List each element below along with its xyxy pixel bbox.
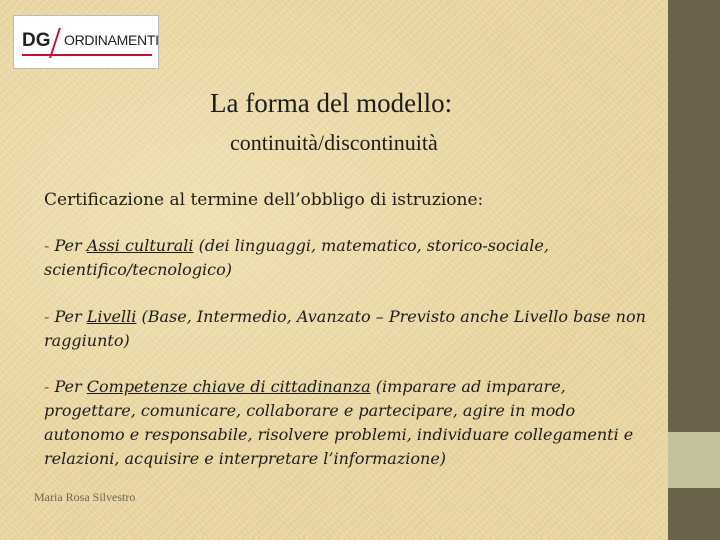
bullet-competenze-chiave [44,375,654,471]
dg-ordinamenti-logo [13,15,159,69]
bullet-keyword: Assi culturali [86,236,194,255]
side-bar-accent-block [668,432,720,488]
bullet-description: (imparare ad imparare, progettare, comunicare, collaborare e partecipare, agire in modo autonomo e responsabile, risolvere problemi, individuare collegamenti e relazioni, acquisire e interpretare l’informazione) [44,377,634,468]
bullet-keyword: Livelli [86,307,137,326]
bullet-prefix: Per [54,236,82,255]
lead-text: Certificazione al termine dell’obbligo di istruzione: [44,190,484,210]
slide-subtitle: continuità/discontinuità [230,130,438,155]
slide-title: La forma del modello: [210,88,453,118]
logo-ordinamenti-text: ORDINAMENTI [64,32,159,48]
bullet-description: (dei linguaggi, matematico, storico-sociale, scientifico/tecnologico) [44,236,549,279]
bullet-assi-culturali [44,234,654,282]
logo-underline [22,54,152,56]
bullet-livelli [44,305,654,353]
bullet-prefix: Per [54,377,82,396]
bullet-dash: - [44,307,50,326]
bullet-dash: - [44,377,50,396]
bullet-dash: - [44,236,50,255]
logo-dg-text: DG [22,30,51,51]
author-footer: Maria Rosa Silvestro [34,490,136,504]
bullet-description: (Base, Intermedio, Avanzato – Previsto anche Livello base non raggiunto) [44,307,646,350]
bullet-keyword: Competenze chiave di cittadinanza [86,377,371,396]
bullet-prefix: Per [54,307,82,326]
